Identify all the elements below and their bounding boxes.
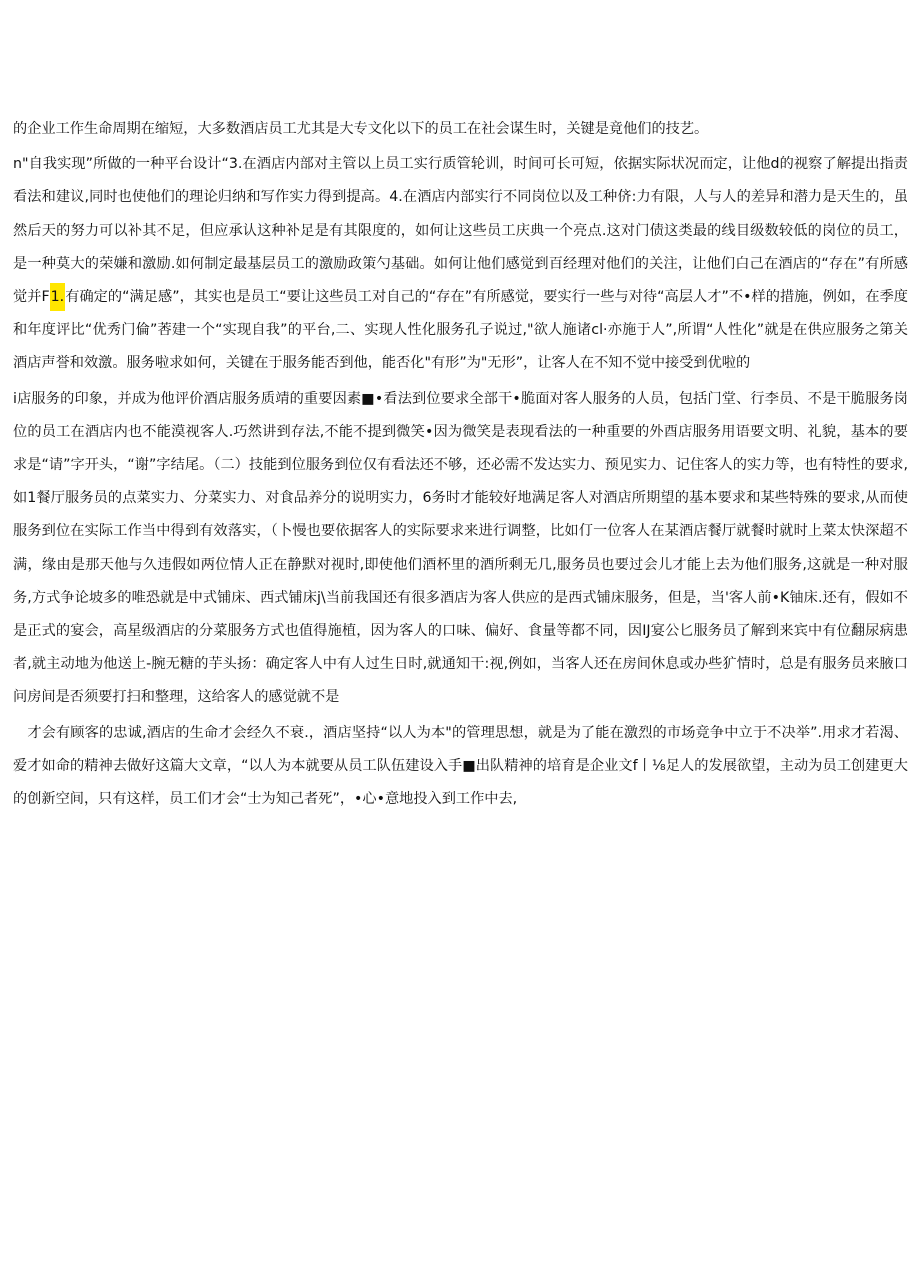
paragraph-3: i店服务的印象，并成为他评价酒店服务质靖的重要因素■•看法到位要求全部干•脆面对客人服务的人员，包括门堂、行李员、不是干脆服务岗位的员工在酒店内也不能漠视客人.巧然讲到存法,不能不提到微笑•因为微笑是表现看法的一种重要的外酉店服务用语要文明、礼貌，基本的要求是“请”字开头，“谢”字结尾。（二）技能到位服务到位仅有看法还不够，还必需不发达实力、预见实力、记住客人的实力等，也有特性的要求,如1餐厅服务员的点菜实力、分菜实力、对食品养分的说明实力，6务时才能较好地满足客人对酒店所期望的基本要求和某些特殊的要求,从而使服务到位在实际工作当中得到有效落实，（卜慢也要依据客人的实际要求来进行调整，比如仃一位客人在某酒店餐厅就餐时就时上菜太快深超不满，缘由是那天他与久违假如两位情人正在静默对视时,即使他们酒杯里的酒所剩无几,服务员也要过会儿才能上去为他们服务,这就是一种对服务,方式争论坡多的唯恐就是中式铺床、西式铺床j\当前我国还有很多酒店为客人供应的是西式铺床服务，但是，当'客人前•K铀床.还有，假如不是正式的宴会，高星级酒店的分菜服务方式也值得施植，因为客人的口味、偏好、食量等都不同，因IJ宴公匕服务员了解到来宾中有位翻尿病患者,就主动地为他送上-腕无糖的芋头扬：确定客人中有人过生日时,就通知干:视,例如，当客人还在房间休息或办些犷情时，总是有服务员来腋口问房间是否须要打扫和整理，这给客人的感觉就不是 [13,390,908,706]
paragraph-2-text-b: 有确定的“满足感”，其实也是员工“要让这些员工对自己的“存在”有所感觉，要实行一些与对待“高层人才”不•样的措施，例如，在季度和年度评比“优秀门倫”莕建一个“实现自我”的平台,二、实现人性化服务孔子说过,"欲人施诸cl·亦施于人”,所谓“人性化”就是在供应服务之第关酒店声誉和效激。服务啦求如何，关键在于服务能否到他，能否化"有形”为"无形”，让客人在不知不觉中接受到优啦的 [13,289,908,372]
paragraph-2-text-a: n"自我实现”所做的一种平台设计“3.在酒店内部对主管以上员工实行质管轮训，时间可长可短，依据实际状况而定，让他d的视察了解提出指责看法和建议,同时也使他们的理论归纳和写作实力得到提高。4.在酒店内部实行不同岗位以及工种侪:力有限，人与人的差异和潜力是天生的，虽然后天的努力可以补其不足，但应承认这种补足是有其限度的，如何让这些员工庆典一个亮点.这对门债这类最的线目级数较低的岗位的员工，是一种莫大的荣嫌和激励.如何制定最基层员工的激励政策勺基础。如何让他们感觉到百经理对他们的关注，让他们白己在酒店的“存在”有所感觉并F [13,156,908,306]
paragraph-2 [13,148,908,380]
document-body [13,113,908,816]
highlighted-text: 1. [50,283,66,311]
paragraph-1: 的企业工作生命周期在缩短，大多数酒店员工尤其是大专文化以下的员工在社会谋生时，关键是竟他们的技艺。 [13,121,709,137]
paragraph-4: 才会有顾客的忠诚,酒店的生命才会经久不衰.，酒店坚持“以人为本"的管理思想，就是为了能在激烈的市场竞争中立于不决举”.用求才若渴、爱才如命的精神去做好这篇大文章，“以人为本就要从员工队伍建设入手■出队精神的培育是企业文f丨⅛足人的发展欲望，主动为员工创建更大的创新空间，只有这样，员工们才会“士为知己者死”，•心•意地投入到工作中去, [13,724,908,808]
